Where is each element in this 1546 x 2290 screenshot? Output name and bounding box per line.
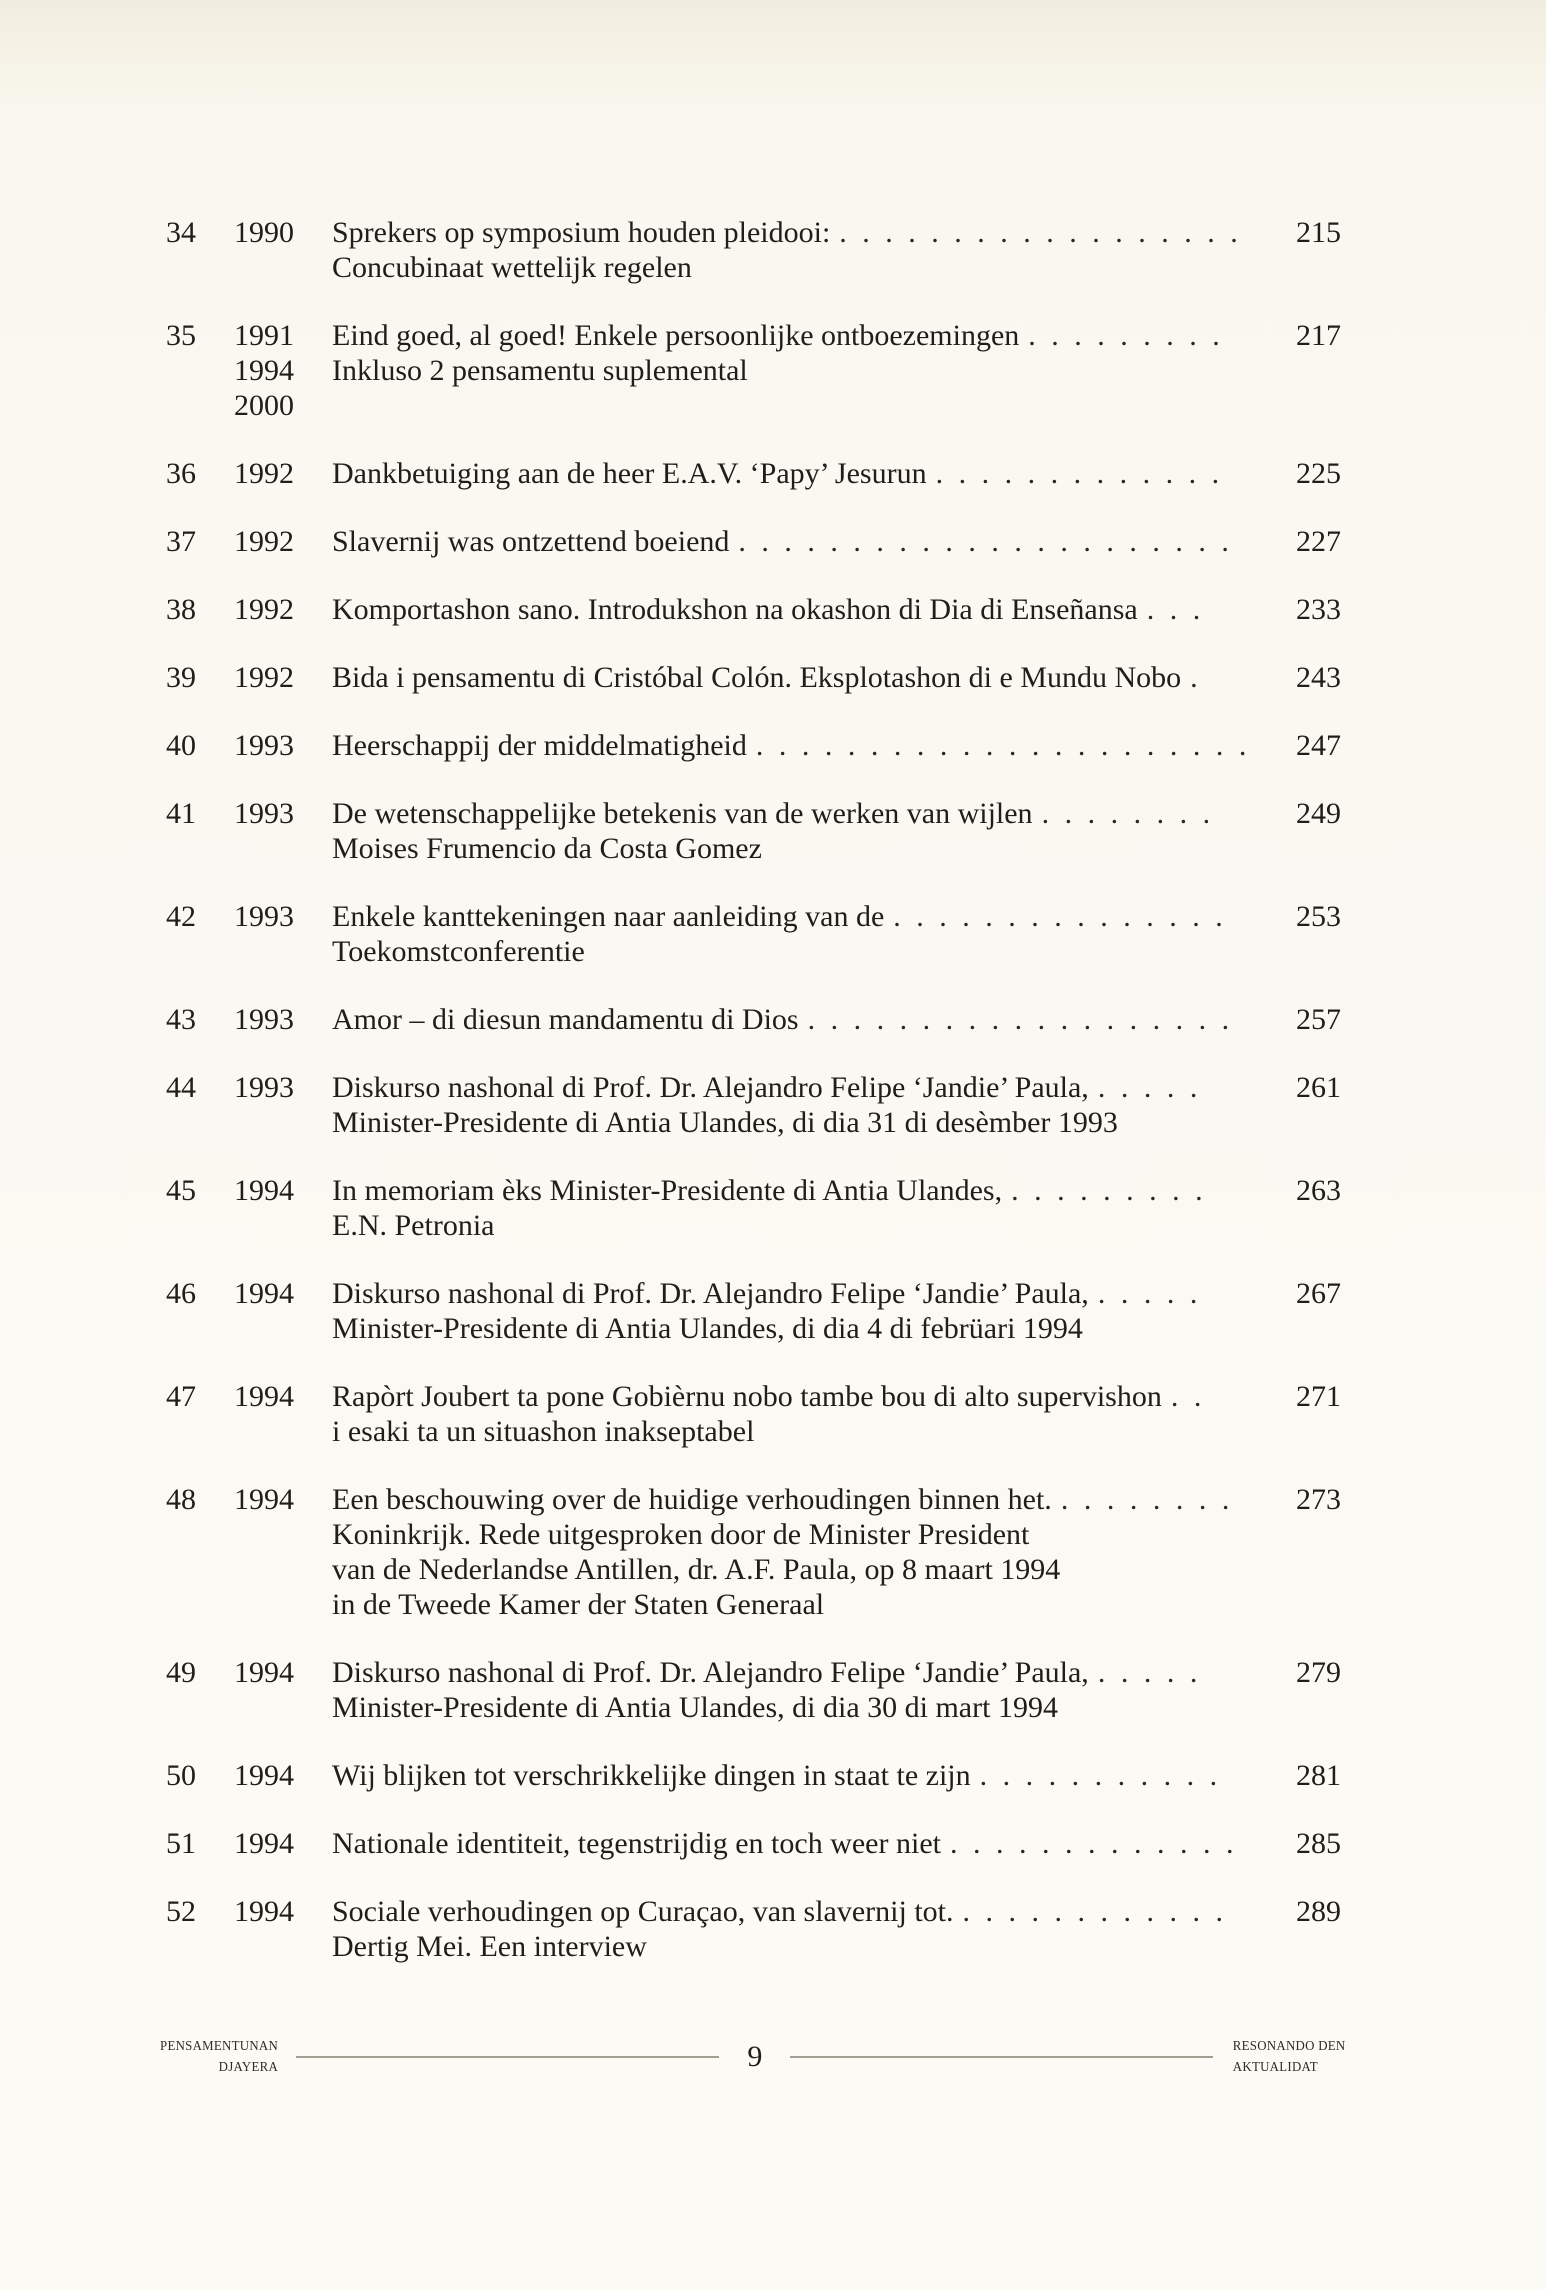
entry-year-value: 2000 <box>234 389 294 422</box>
dot-leader: . . . . . . . . . . . <box>979 1759 1222 1792</box>
toc-entry <box>166 899 1546 969</box>
entry-page-ref: 279 <box>1296 1656 1341 1689</box>
entry-title-block <box>332 1894 1341 1964</box>
footer-right-line2: AKTUALIDAT <box>1233 2060 1319 2075</box>
toc-entry <box>166 1002 1546 1037</box>
entry-year-value: 1994 <box>234 354 294 387</box>
toc-entry <box>166 318 1546 423</box>
entry-title-line <box>332 215 1341 250</box>
entry-number: 34 <box>166 216 196 249</box>
entry-title-block <box>332 456 1341 491</box>
entry-years <box>234 1173 332 1208</box>
toc-entry <box>166 1826 1546 1861</box>
dot-leader: . . . . . . . . . . . . . <box>935 457 1224 490</box>
entry-title-block <box>332 728 1341 763</box>
entry-page-ref: 217 <box>1296 319 1341 352</box>
entry-number: 40 <box>166 729 196 762</box>
dot-leader: . . . . . . . . . . . . . . . <box>893 900 1227 933</box>
entry-page-ref: 249 <box>1296 797 1341 830</box>
entry-title-block <box>332 215 1341 285</box>
entry-number: 51 <box>166 1827 196 1860</box>
entry-title-text: In memoriam èks Minister-Presidente di Antia Ulandes, <box>332 1174 1003 1207</box>
entry-number: 41 <box>166 797 196 830</box>
entry-title-continuation: Minister-Presidente di Antia Ulandes, di dia 31 di desèmber 1993 <box>332 1106 1118 1139</box>
entry-years <box>234 1655 332 1690</box>
entry-years <box>234 796 332 831</box>
entry-title-line <box>332 728 1341 763</box>
entry-title-text: Sociale verhoudingen op Curaçao, van slavernij tot. <box>332 1895 954 1928</box>
entry-title-text: Enkele kanttekeningen naar aanleiding van de <box>332 900 885 933</box>
entry-page-ref: 263 <box>1296 1174 1341 1207</box>
entry-page-ref: 227 <box>1296 525 1341 558</box>
entry-number: 42 <box>166 900 196 933</box>
entry-title-block <box>332 524 1341 559</box>
dot-leader: . . . . . . . . . . . . . . . . . . . . . . <box>738 525 1233 558</box>
entry-title-text: Eind goed, al goed! Enkele persoonlijke ontboezemingen <box>332 319 1020 352</box>
entry-title-block <box>332 796 1341 866</box>
entry-years <box>234 1276 332 1311</box>
footer-left-title <box>160 2036 278 2078</box>
entry-title-block <box>332 1655 1341 1725</box>
entry-title-text: Nationale identiteit, tegenstrijdig en toch weer niet <box>332 1827 941 1860</box>
entry-year-value: 1993 <box>234 1003 294 1036</box>
entry-page-ref: 243 <box>1296 661 1341 694</box>
dot-leader: . . . . . . . . <box>1060 1483 1234 1516</box>
entry-title-line <box>332 660 1341 695</box>
entry-year-value: 1992 <box>234 593 294 626</box>
entry-year-value: 1994 <box>234 1277 294 1310</box>
entry-year-value: 1993 <box>234 900 294 933</box>
dot-leader: . . . . . . . . . . . . . . . . . . . . . . <box>755 729 1251 762</box>
entry-title-block <box>332 1173 1341 1243</box>
footer-page-number: 9 <box>747 2040 763 2073</box>
entry-number: 52 <box>166 1895 196 1928</box>
entry-year-value: 1994 <box>234 1483 294 1516</box>
dot-leader: . . . <box>1146 593 1205 626</box>
entry-page-ref: 261 <box>1296 1071 1341 1104</box>
entry-title-line <box>332 1655 1341 1690</box>
toc-entry <box>166 215 1546 285</box>
footer-left-line2: DJAYERA <box>218 2060 279 2075</box>
entry-title-text: Dankbetuiging aan de heer E.A.V. ‘Papy’ Jesurun <box>332 457 927 490</box>
entry-title-text: Komportashon sano. Introdukshon na okashon di Dia di Enseñansa <box>332 593 1138 626</box>
entry-years <box>234 1894 332 1929</box>
entry-title-block <box>332 1276 1341 1346</box>
entry-number: 47 <box>166 1380 196 1413</box>
entry-page-ref: 225 <box>1296 457 1341 490</box>
entry-number: 36 <box>166 457 196 490</box>
entry-title-continuation: Moises Frumencio da Costa Gomez <box>332 832 762 865</box>
dot-leader: . . . . . . . . . . . . . . . . . . <box>839 216 1242 249</box>
dot-leader: . . . . . . . . . <box>1028 319 1224 352</box>
entry-title-line <box>332 318 1341 353</box>
entry-title-block <box>332 1482 1341 1622</box>
entry-page-ref: 253 <box>1296 900 1341 933</box>
entry-title-block <box>332 1379 1341 1449</box>
entry-years <box>234 1002 332 1037</box>
entry-year-value: 1993 <box>234 797 294 830</box>
entry-year-value: 1994 <box>234 1759 294 1792</box>
toc-entry <box>166 1482 1546 1622</box>
entry-year-value: 1992 <box>234 661 294 694</box>
entry-title-block <box>332 1002 1341 1037</box>
entry-title-block <box>332 1758 1341 1793</box>
toc-entry <box>166 1655 1546 1725</box>
entry-page-ref: 281 <box>1296 1759 1341 1792</box>
entry-title-text: De wetenschappelijke betekenis van de werken van wijlen <box>332 797 1033 830</box>
entry-title-text: Sprekers op symposium houden pleidooi: <box>332 216 831 249</box>
entry-number: 39 <box>166 661 196 694</box>
toc-entry <box>166 456 1546 491</box>
dot-leader: . . . . . . . . . <box>1011 1174 1207 1207</box>
entry-title-line <box>332 1379 1341 1414</box>
entry-title-continuation: in de Tweede Kamer der Staten Generaal <box>332 1588 825 1621</box>
toc-entry <box>166 728 1546 763</box>
entry-title-line <box>332 1894 1341 1929</box>
entry-years <box>234 1482 332 1517</box>
entry-year-value: 1994 <box>234 1174 294 1207</box>
entry-title-continuation: Minister-Presidente di Antia Ulandes, di dia 4 di febrüari 1994 <box>332 1312 1083 1345</box>
entry-title-continuation: Koninkrijk. Rede uitgesproken door de Minister President <box>332 1518 1030 1551</box>
entry-title-text: Amor – di diesun mandamentu di Dios <box>332 1003 799 1036</box>
entry-years <box>234 524 332 559</box>
entry-year-value: 1990 <box>234 216 294 249</box>
entry-title-continuation: Minister-Presidente di Antia Ulandes, di dia 30 di mart 1994 <box>332 1691 1058 1724</box>
dot-leader: . . . . . . . . . . . . <box>962 1895 1227 1928</box>
entry-title-continuation: van de Nederlandse Antillen, dr. A.F. Paula, op 8 maart 1994 <box>332 1553 1061 1586</box>
entry-title-text: Diskurso nashonal di Prof. Dr. Alejandro Felipe ‘Jandie’ Paula, <box>332 1277 1089 1310</box>
entry-years <box>234 592 332 627</box>
entry-title-line <box>332 899 1341 934</box>
entry-year-value: 1994 <box>234 1656 294 1689</box>
entry-title-line <box>332 1070 1341 1105</box>
toc-entry <box>166 1758 1546 1793</box>
entry-title-text: Diskurso nashonal di Prof. Dr. Alejandro Felipe ‘Jandie’ Paula, <box>332 1071 1089 1104</box>
entry-page-ref: 257 <box>1296 1003 1341 1036</box>
entry-years <box>234 1379 332 1414</box>
entry-title-line <box>332 1276 1341 1311</box>
entry-number: 44 <box>166 1071 196 1104</box>
entry-title-continuation: i esaki ta un situashon inakseptabel <box>332 1415 755 1448</box>
entry-page-ref: 285 <box>1296 1827 1341 1860</box>
entry-title-line <box>332 1173 1341 1208</box>
entry-title-line <box>332 524 1341 559</box>
toc-entry <box>166 1070 1546 1140</box>
toc-entry <box>166 1894 1546 1964</box>
entry-year-value: 1992 <box>234 457 294 490</box>
dot-leader: . . . . . . . . . . . . . . . . . . . <box>807 1003 1234 1036</box>
entry-years <box>234 1758 332 1793</box>
entry-year-value: 1994 <box>234 1380 294 1413</box>
toc-entry <box>166 1379 1546 1449</box>
entry-years <box>234 899 332 934</box>
dot-leader: . . . . . <box>1097 1277 1202 1310</box>
entry-title-continuation: Concubinaat wettelijk regelen <box>332 251 692 284</box>
dot-leader: . <box>1190 661 1202 694</box>
entry-year-value: 1994 <box>234 1827 294 1860</box>
entry-page-ref: 267 <box>1296 1277 1341 1310</box>
entry-number: 49 <box>166 1656 196 1689</box>
entry-years <box>234 660 332 695</box>
footer-right-line1: RESONANDO DEN <box>1233 2039 1346 2054</box>
entry-page-ref: 247 <box>1296 729 1341 762</box>
entry-year-value: 1993 <box>234 1071 294 1104</box>
entry-years <box>234 1826 332 1861</box>
entry-title-text: Een beschouwing over de huidige verhoudingen binnen het. <box>332 1483 1052 1516</box>
entry-years <box>234 456 332 491</box>
entry-year-value: 1993 <box>234 729 294 762</box>
entry-title-text: Slavernij was ontzettend boeiend <box>332 525 730 558</box>
entry-title-text: Wij blijken tot verschrikkelijke dingen in staat te zijn <box>332 1759 971 1792</box>
toc-entry <box>166 524 1546 559</box>
page-footer <box>160 2036 1346 2078</box>
entry-year-value: 1994 <box>234 1895 294 1928</box>
toc-entry <box>166 796 1546 866</box>
entry-years <box>234 728 332 763</box>
entry-title-text: Bida i pensamentu di Cristóbal Colón. Eksplotashon di e Mundu Nobo <box>332 661 1182 694</box>
dot-leader: . . . . . <box>1097 1071 1202 1104</box>
entry-number: 35 <box>166 319 196 352</box>
entry-title-text: Rapòrt Joubert ta pone Gobièrnu nobo tambe bou di alto supervishon <box>332 1380 1162 1413</box>
entry-title-line <box>332 592 1341 627</box>
entry-number: 38 <box>166 593 196 626</box>
entry-year-value: 1991 <box>234 319 294 352</box>
entry-page-ref: 289 <box>1296 1895 1341 1928</box>
dot-leader: . . . . . . . . . . . . . <box>949 1827 1238 1860</box>
entry-number: 37 <box>166 525 196 558</box>
entry-number: 48 <box>166 1483 196 1516</box>
entry-page-ref: 273 <box>1296 1483 1341 1516</box>
entry-years <box>234 1070 332 1105</box>
entry-title-block <box>332 899 1341 969</box>
toc-entry <box>166 592 1546 627</box>
toc-entry <box>166 660 1546 695</box>
entry-title-continuation: Dertig Mei. Een interview <box>332 1930 647 1963</box>
entry-title-continuation: Inkluso 2 pensamentu suplemental <box>332 354 748 387</box>
entry-title-continuation: E.N. Petronia <box>332 1209 495 1242</box>
footer-rule-right <box>790 2056 1213 2058</box>
entry-number: 45 <box>166 1174 196 1207</box>
entry-number: 43 <box>166 1003 196 1036</box>
entry-number: 50 <box>166 1759 196 1792</box>
entry-number: 46 <box>166 1277 196 1310</box>
footer-left-line1: PENSAMENTUNAN <box>160 2039 279 2054</box>
entry-page-ref: 271 <box>1296 1380 1341 1413</box>
dot-leader: . . . . . <box>1097 1656 1202 1689</box>
entry-title-block <box>332 1826 1341 1861</box>
entry-title-continuation: Toekomstconferentie <box>332 935 585 968</box>
entry-title-block <box>332 660 1341 695</box>
footer-right-title <box>1233 2036 1346 2078</box>
entry-title-block <box>332 1070 1341 1140</box>
entry-title-block <box>332 318 1341 388</box>
footer-rule-left <box>296 2056 719 2058</box>
entry-title-line <box>332 1482 1341 1517</box>
entry-title-line <box>332 1002 1341 1037</box>
entry-page-ref: 233 <box>1296 593 1341 626</box>
dot-leader: . . . . . . . . <box>1041 797 1215 830</box>
entry-title-line <box>332 796 1341 831</box>
entry-title-block <box>332 592 1341 627</box>
entry-title-text: Heerschappij der middelmatigheid <box>332 729 747 762</box>
entry-years <box>234 215 332 250</box>
toc-entry <box>166 1276 1546 1346</box>
entry-title-line <box>332 456 1341 491</box>
entry-title-line <box>332 1758 1341 1793</box>
dot-leader: . . <box>1170 1380 1206 1413</box>
entry-year-value: 1992 <box>234 525 294 558</box>
entry-title-text: Diskurso nashonal di Prof. Dr. Alejandro Felipe ‘Jandie’ Paula, <box>332 1656 1089 1689</box>
entry-title-line <box>332 1826 1341 1861</box>
entry-years <box>234 318 332 423</box>
toc-entry <box>166 1173 1546 1243</box>
entry-page-ref: 215 <box>1296 216 1341 249</box>
